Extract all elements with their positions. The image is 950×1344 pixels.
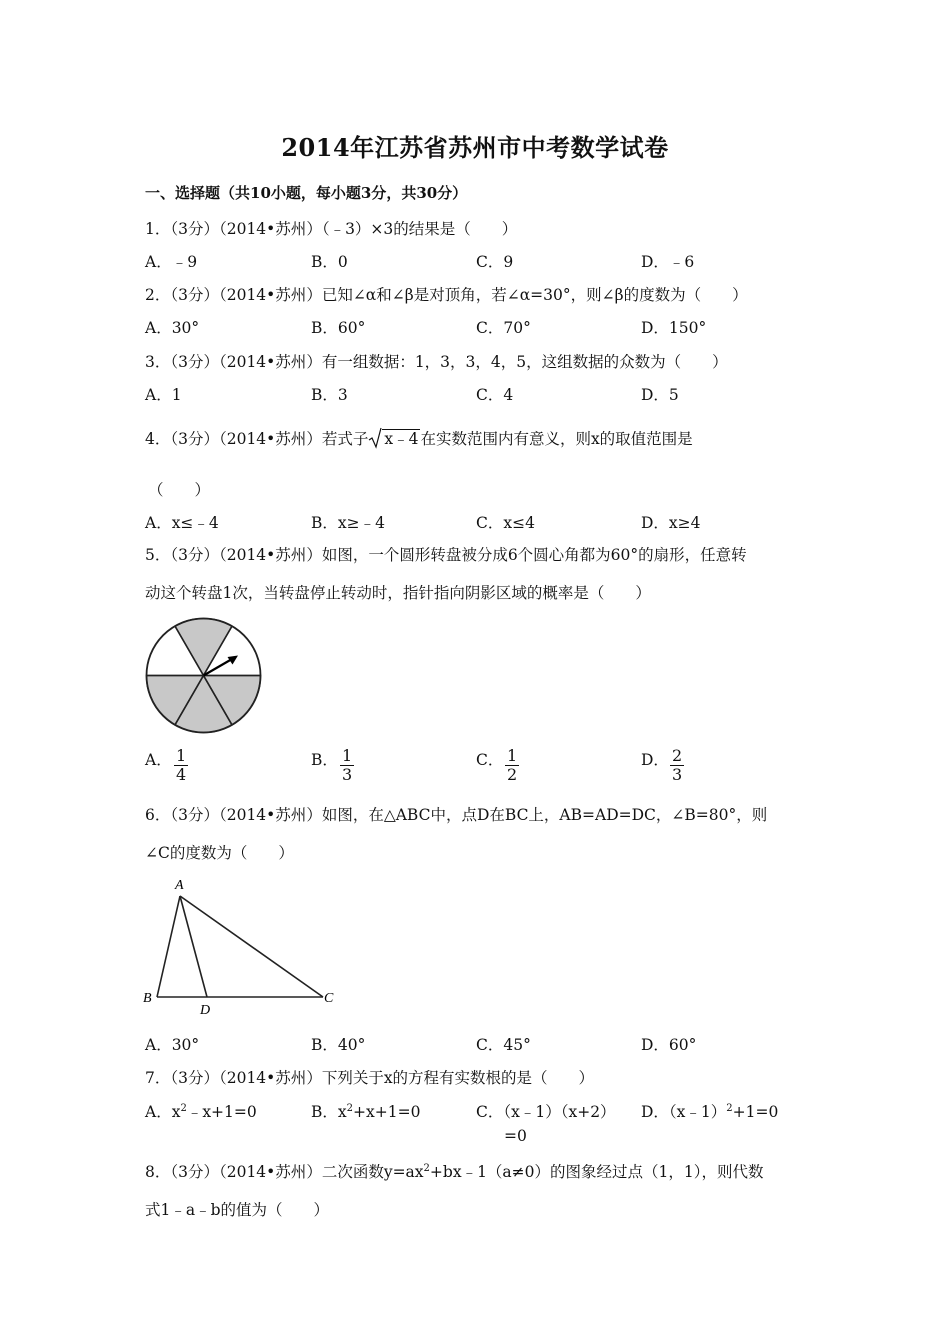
q5-option-d-label: D．: [641, 751, 669, 769]
section-heading: 一、选择题（共10小题，每小题3分，共30分）: [145, 184, 468, 202]
exponent: 2: [423, 1162, 430, 1174]
q8-line-1-pre: 8．（3分）（2014•苏州）二次函数y=ax: [145, 1163, 424, 1181]
question-8-line-2: 式1﹣a﹣b的值为（ ）: [145, 1201, 330, 1219]
q5-option-d-fraction: [670, 747, 684, 784]
q5-option-c-fraction: [505, 747, 519, 784]
q5-option-b-fraction: [340, 747, 354, 784]
q5-option-a-label: A．: [145, 751, 172, 769]
q5-option-a-fraction: [174, 747, 188, 784]
q3-option-b: B．3: [311, 386, 348, 404]
q3-option-a: A．1: [145, 386, 182, 404]
q1-option-b: B．0: [311, 253, 348, 271]
exponent: 2: [346, 1102, 354, 1114]
fraction-numerator: 1: [176, 746, 187, 765]
q4-stem-post: 在实数范围内有意义，则x的取值范围是: [420, 430, 693, 448]
segment-ac: [180, 896, 323, 997]
q1-option-d: D．﹣6: [641, 253, 695, 271]
page-title: 2014年江苏省苏州市中考数学试卷: [281, 133, 669, 162]
q3-option-d: D．5: [641, 386, 679, 404]
question-3-stem: 3．（3分）（2014•苏州）有一组数据：1，3，3，4，5，这组数据的众数为（ ）: [145, 353, 728, 371]
question-8-line-1: [145, 1160, 764, 1182]
q4-stem-pre: 4．（3分）（2014•苏州）若式子: [145, 430, 369, 448]
fraction-numerator: 1: [342, 746, 353, 765]
question-6-line-1: 6．（3分）（2014•苏州）如图，在△ABC中，点D在BC上，AB=AD=DC，∠B=80°，则: [145, 806, 768, 824]
q8-line-1-post: +bx﹣1（a≠0）的图象经过点（1，1），则代数: [429, 1163, 764, 1181]
q2-option-d: D．150°: [641, 319, 707, 337]
q6-option-c: C．45°: [476, 1036, 531, 1054]
q4-option-a: A．x≤﹣4: [145, 514, 219, 532]
segment-ab: [157, 896, 180, 997]
q7-a-base: A．x: [145, 1103, 181, 1121]
q7-option-c-line-2: =0: [504, 1127, 527, 1145]
q4-option-d: D．x≥4: [641, 514, 701, 532]
q7-a-rest: ﹣x+1=0: [186, 1103, 257, 1121]
q7-d-rest: +1=0: [732, 1103, 779, 1121]
q7-d-base: D．（x﹣1）: [641, 1103, 727, 1121]
q3-option-c: C．4: [476, 386, 514, 404]
exponent: 2: [180, 1102, 187, 1114]
question-5-line-2: 动这个转盘1次，当转盘停止转动时，指针指向阴影区域的概率是（ ）: [145, 584, 651, 602]
q1-option-a: A．﹣9: [145, 253, 198, 271]
q7-option-c-line-1: C．（x﹣1）（x+2）: [476, 1103, 616, 1121]
q4-radicand: x﹣4: [384, 430, 419, 448]
triangle-figure: [140, 874, 340, 1019]
question-1-stem: 1．（3分）（2014•苏州）（﹣3）×3的结果是（ ）: [145, 220, 518, 238]
fraction-numerator: 1: [507, 746, 518, 765]
q2-option-c: C．70°: [476, 319, 531, 337]
q4-answer-paren: （ ）: [148, 481, 211, 499]
q7-b-rest: +x+1=0: [353, 1103, 421, 1121]
segment-ad: [180, 896, 207, 997]
exponent: 2: [726, 1102, 733, 1114]
question-2-stem: 2．（3分）（2014•苏州）已知∠α和∠β是对顶角，若∠α=30°，则∠β的度数为（ ）: [145, 286, 748, 304]
question-6-line-2: ∠C的度数为（ ）: [145, 844, 294, 862]
fraction-denominator: 3: [342, 765, 353, 784]
vertex-label-a: A: [175, 878, 184, 893]
vertex-label-c: C: [324, 991, 334, 1006]
q5-option-b-label: B．: [311, 751, 338, 769]
q4-sqrt-expression: [368, 427, 420, 449]
q2-option-b: B．60°: [311, 319, 366, 337]
q5-option-c-label: C．: [476, 751, 504, 769]
fraction-denominator: 4: [176, 765, 187, 784]
vertex-label-b: B: [143, 991, 152, 1006]
q4-option-b: B．x≥﹣4: [311, 514, 385, 532]
question-5-line-1: 5．（3分）（2014•苏州）如图，一个圆形转盘被分成6个圆心角都为60°的扇形，任意转: [145, 546, 747, 564]
question-7-stem: 7．（3分）（2014•苏州）下列关于x的方程有实数根的是（ ）: [145, 1069, 595, 1087]
q6-option-a: A．30°: [145, 1036, 200, 1054]
fraction-denominator: 2: [507, 765, 518, 784]
q7-option-a: [145, 1100, 257, 1122]
spinner-shaded-sector-top: [175, 618, 232, 675]
q7-option-b: [311, 1100, 420, 1122]
vertex-label-d: D: [200, 1003, 211, 1018]
radical-sign-icon: [368, 427, 382, 449]
q6-option-d: D．60°: [641, 1036, 697, 1054]
q6-option-b: B．40°: [311, 1036, 366, 1054]
question-4-stem: [145, 427, 693, 449]
spinner-figure: [144, 617, 264, 735]
q7-option-d: [641, 1100, 778, 1122]
fraction-numerator: 2: [672, 746, 683, 765]
fraction-denominator: 3: [672, 765, 683, 784]
q7-b-base: B．x: [311, 1103, 347, 1121]
q2-option-a: A．30°: [145, 319, 200, 337]
q1-option-c: C．9: [476, 253, 514, 271]
q4-option-c: C．x≤4: [476, 514, 535, 532]
